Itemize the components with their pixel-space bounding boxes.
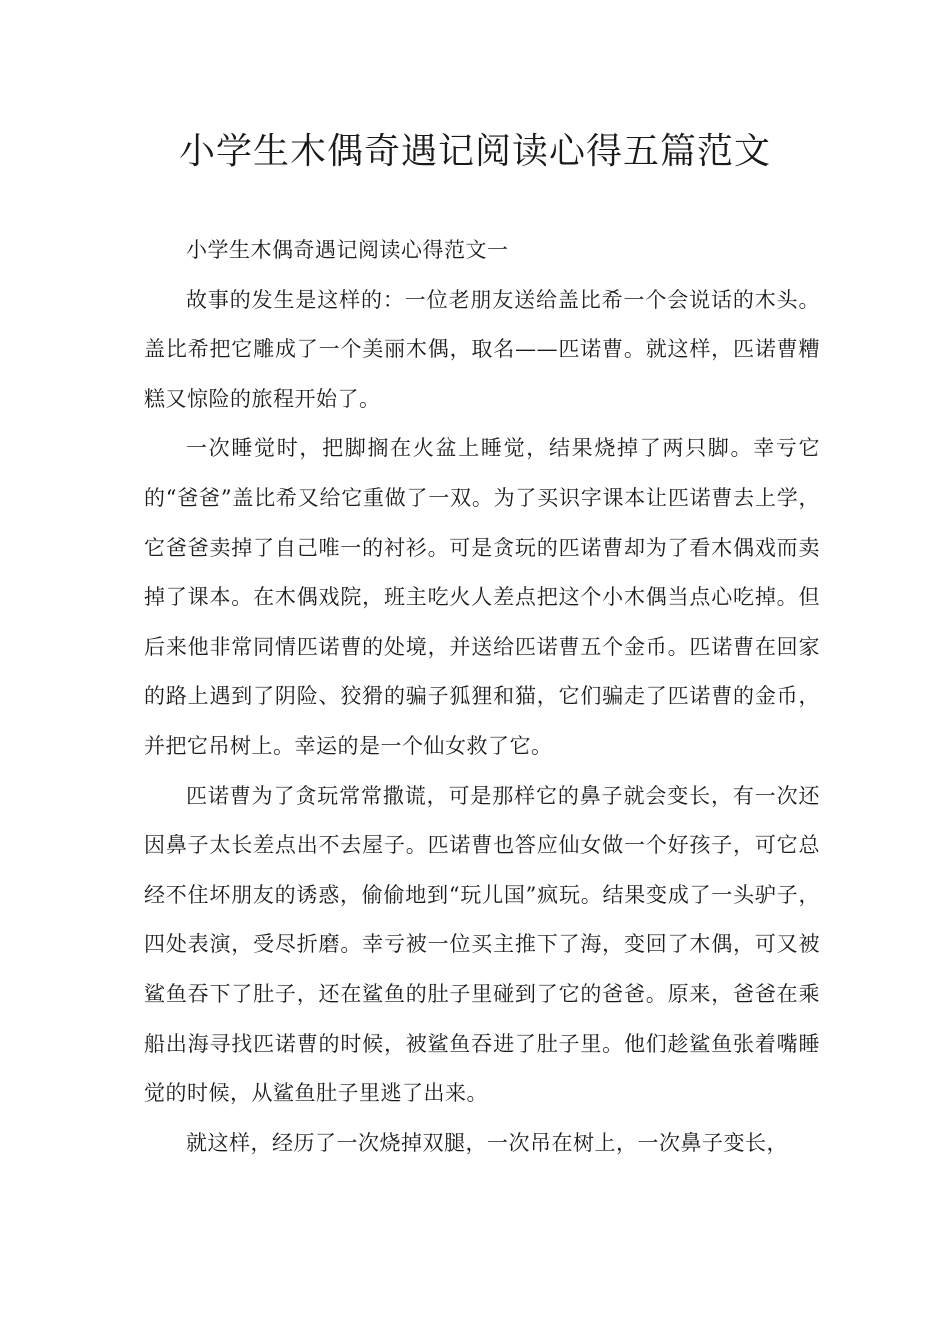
document-title: 小学生木偶奇遇记阅读心得五篇范文 bbox=[178, 131, 771, 172]
paragraph: 一次睡觉时，把脚搁在火盆上睡觉，结果烧掉了两只脚。幸亏它的“爸爸”盖比希又给它重做了一双。为了买识字课本让匹诺曹去上学，它爸爸卖掉了自己唯一的衬衫。可是贪玩的匹诺曹却为了看木偶戏而卖掉了课本。在木偶戏院，班主吃火人差点把这个小木偶当点心吃掉。但后来他非常同情匹诺曹的处境，并送给匹诺曹五个金币。匹诺曹在回家的路上遇到了阴险、狡猾的骗子狐狸和猫，它们骗走了匹诺曹的金币，并把它吊树上。幸运的是一个仙女救了它。 bbox=[144, 436, 820, 758]
section-heading: 小学生木偶奇遇记阅读心得范文一 bbox=[186, 238, 509, 262]
document-body bbox=[144, 226, 820, 1168]
paragraph: 就这样，经历了一次烧掉双腿，一次吊在树上，一次鼻子变长， bbox=[186, 1130, 788, 1155]
paragraph: 匹诺曹为了贪玩常常撒谎，可是那样它的鼻子就会变长，有一次还因鼻子太长差点出不去屋子。匹诺曹也答应仙女做一个好孩子，可它总经不住坏朋友的诱惑，偷偷地到“玩儿国”疯玩。结果变成了一头驴子，四处表演，受尽折磨。幸亏被一位买主推下了海，变回了木偶，可又被鲨鱼吞下了肚子，还在鲨鱼的肚子里碰到了它的爸爸。原来，爸爸在乘船出海寻找匹诺曹的时候，被鲨鱼吞进了肚子里。他们趁鲨鱼张着嘴睡觉的时候，从鲨鱼肚子里逃了出来。 bbox=[144, 783, 820, 1106]
paragraph: 故事的发生是这样的：一位老朋友送给盖比希一个会说话的木头。盖比希把它雕成了一个美丽木偶，取名——匹诺曹。就这样，匹诺曹糟糕又惊险的旅程开始了。 bbox=[144, 287, 820, 411]
